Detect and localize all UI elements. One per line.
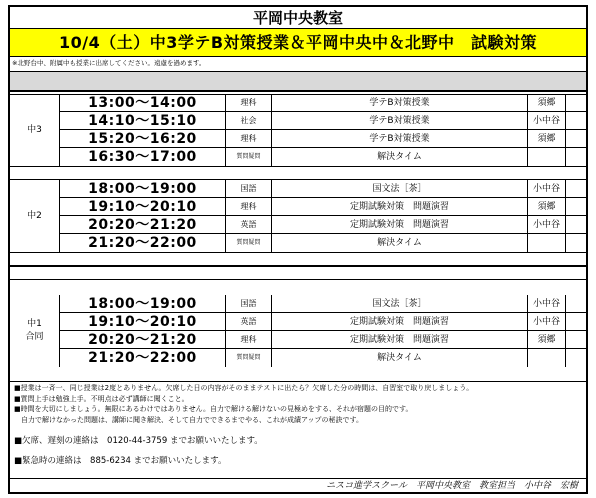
blank-cell bbox=[566, 112, 586, 130]
teacher-cell: 小中谷 bbox=[528, 216, 566, 234]
grade-label-text: 中1 bbox=[27, 319, 42, 329]
teacher-cell: 須郷 bbox=[528, 130, 566, 148]
grade-label bbox=[10, 180, 60, 252]
blank-cell bbox=[566, 148, 586, 166]
blank-cell bbox=[566, 198, 586, 216]
content-cell: 国文法［茶］ bbox=[272, 295, 528, 313]
teacher-cell: 須郷 bbox=[528, 198, 566, 216]
grade-label-text: 中3 bbox=[27, 124, 42, 135]
teacher-cell bbox=[528, 148, 566, 166]
blank-cell bbox=[566, 130, 586, 148]
grade-label bbox=[10, 94, 60, 166]
teacher-cell: 小中谷 bbox=[528, 313, 566, 331]
blank-cell bbox=[566, 94, 586, 112]
schedule-sheet bbox=[8, 5, 588, 494]
time-cell: 20:20～21:20 bbox=[60, 331, 226, 349]
time-cell: 14:10～15:10 bbox=[60, 112, 226, 130]
footer-signature: ニスコ進学スクール 平岡中央教室 教室担当 小中谷 宏樹 bbox=[10, 478, 586, 494]
time-cell: 20:20～21:20 bbox=[60, 216, 226, 234]
section-separator bbox=[10, 252, 586, 266]
teacher-cell: 小中谷 bbox=[528, 180, 566, 198]
content-cell: 定期試験対策 問題演習 bbox=[272, 198, 528, 216]
note-line: ■授業は一斉一、同じ授業は2度とありません。欠席した日の内容がそのままテストに出たら？欠席した分の時間は、自習室で取り戻しましょう。 bbox=[14, 384, 474, 392]
time-cell: 15:20～16:20 bbox=[60, 130, 226, 148]
grade-label-text: 中2 bbox=[27, 210, 42, 221]
schedule-row bbox=[60, 234, 586, 252]
schedule-row bbox=[60, 198, 586, 216]
section-separator bbox=[10, 166, 586, 180]
blank-cell bbox=[566, 180, 586, 198]
teacher-cell bbox=[528, 234, 566, 252]
event-subtitle: 10/4（土）中3学テB対策授業＆平岡中央中＆北野中 試験対策 bbox=[10, 29, 586, 57]
note-line: 自力で解けなかった問題は、講師に聞き解決、そして自力でできるまでやる、これが成績アップの秘訣です。 bbox=[14, 415, 363, 424]
content-cell: 学テB対策授業 bbox=[272, 112, 528, 130]
time-cell: 16:30～17:00 bbox=[60, 148, 226, 166]
blank-cell bbox=[566, 234, 586, 252]
content-cell: 学テB対策授業 bbox=[272, 94, 528, 112]
blank-cell bbox=[566, 313, 586, 331]
time-cell: 18:00～19:00 bbox=[60, 295, 226, 313]
subject-cell: 理科 bbox=[226, 130, 272, 148]
teacher-cell: 小中谷 bbox=[528, 295, 566, 313]
schedule-row bbox=[60, 295, 586, 313]
notes-section bbox=[10, 381, 586, 478]
content-cell: 定期試験対策 問題演習 bbox=[272, 216, 528, 234]
grade-label-text: 合同 bbox=[25, 332, 44, 342]
schedule-group-grade3 bbox=[10, 94, 586, 166]
schedule-row bbox=[60, 331, 586, 349]
schedule-row bbox=[60, 349, 586, 367]
subject-cell: 質問疑問 bbox=[226, 234, 272, 252]
subject-cell: 理科 bbox=[226, 198, 272, 216]
blank-cell bbox=[566, 295, 586, 313]
subject-cell: 理科 bbox=[226, 94, 272, 112]
schedule-group-grade1 bbox=[10, 295, 586, 367]
subject-cell: 英語 bbox=[226, 313, 272, 331]
attendance-note: ※北野台中、附属中も授業に出席してください。遠慮を過めます。 bbox=[12, 59, 206, 67]
header-bar bbox=[10, 71, 586, 91]
subject-cell: 国語 bbox=[226, 295, 272, 313]
schedule-group-grade2 bbox=[10, 180, 586, 252]
blank-cell bbox=[566, 331, 586, 349]
note-line: ■時間を大切にしましょう。無限にあるわけではありません。自力で解ける解けないの見極めをする、それが宿題の目的です。 bbox=[14, 405, 413, 413]
content-cell: 解決タイム bbox=[272, 349, 528, 367]
schedule-row bbox=[60, 216, 586, 234]
content-cell: 定期試験対策 問題演習 bbox=[272, 313, 528, 331]
teacher-cell: 須郷 bbox=[528, 94, 566, 112]
time-cell: 18:00～19:00 bbox=[60, 180, 226, 198]
schedule-row bbox=[60, 313, 586, 331]
note-line: ■質問上手は勉強上手。不明点は必ず講師に聞くこと。 bbox=[14, 394, 189, 403]
content-cell: 定期試験対策 問題演習 bbox=[272, 331, 528, 349]
time-cell: 19:10～20:10 bbox=[60, 313, 226, 331]
blank-cell bbox=[566, 349, 586, 367]
subject-cell: 国語 bbox=[226, 180, 272, 198]
content-cell: 学テB対策授業 bbox=[272, 130, 528, 148]
subject-cell: 質問疑問 bbox=[226, 349, 272, 367]
absence-contact: ■欠席、遅刻の連絡は 0120-44-3759 までお願いいたします。 bbox=[14, 436, 263, 446]
subject-cell: 質問疑問 bbox=[226, 148, 272, 166]
teacher-cell: 須郷 bbox=[528, 331, 566, 349]
schedule-row bbox=[60, 180, 586, 198]
content-cell: 国文法［茶］ bbox=[272, 180, 528, 198]
schedule-row bbox=[60, 112, 586, 130]
schedule-row bbox=[60, 94, 586, 112]
content-cell: 解決タイム bbox=[272, 234, 528, 252]
teacher-cell: 小中谷 bbox=[528, 112, 566, 130]
schedule-row bbox=[60, 148, 586, 166]
blank-cell bbox=[566, 216, 586, 234]
time-cell: 21:20～22:00 bbox=[60, 234, 226, 252]
emergency-contact: ■緊急時の連絡は 885-6234 までお願いいたします。 bbox=[14, 456, 227, 466]
time-cell: 21:20～22:00 bbox=[60, 349, 226, 367]
teacher-cell bbox=[528, 349, 566, 367]
content-cell: 解決タイム bbox=[272, 148, 528, 166]
schedule-row bbox=[60, 130, 586, 148]
subject-cell: 英語 bbox=[226, 216, 272, 234]
page-title: 平岡中央教室 bbox=[10, 7, 586, 29]
grade-label bbox=[10, 295, 60, 367]
subject-cell: 理科 bbox=[226, 331, 272, 349]
time-cell: 19:10～20:10 bbox=[60, 198, 226, 216]
subject-cell: 社会 bbox=[226, 112, 272, 130]
section-separator bbox=[10, 266, 586, 280]
time-cell: 13:00～14:00 bbox=[60, 94, 226, 112]
